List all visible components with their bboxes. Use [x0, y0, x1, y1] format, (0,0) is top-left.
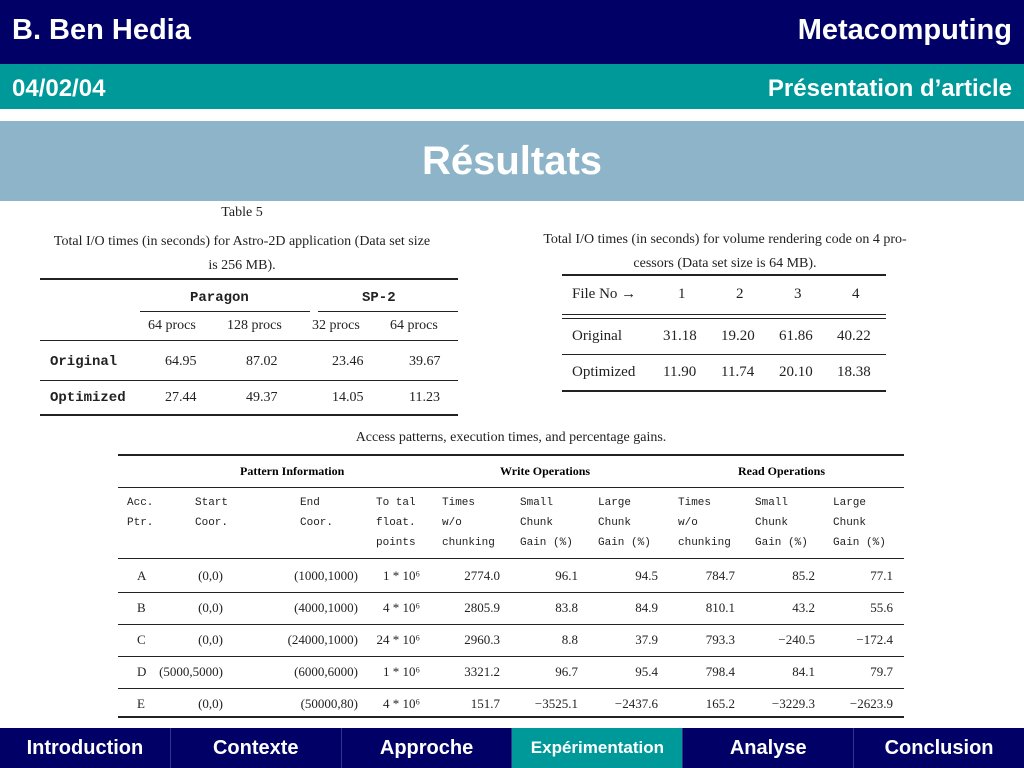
access-table-cell: 83.8: [555, 600, 578, 615]
access-table-cell: (1000,1000): [294, 568, 358, 583]
volume-table-cell: 31.18: [663, 328, 697, 344]
access-table-cell: 85.2: [792, 568, 815, 583]
volume-table-cell: 20.10: [779, 364, 813, 380]
access-table-cell: 84.9: [635, 600, 658, 615]
access-table-row-rule: [118, 624, 904, 625]
access-table-row-label: A: [137, 568, 147, 583]
access-table-cell: −2623.9: [849, 696, 893, 711]
access-table-cell: 96.1: [555, 568, 578, 583]
volume-table-header-rule: [562, 318, 886, 319]
top-header-bar: [0, 0, 1024, 64]
access-table-cell: 2805.9: [464, 600, 500, 615]
volume-table-cell: 11.90: [663, 364, 697, 380]
author-name: B. Ben Hedia: [12, 14, 191, 46]
access-table-cell: 95.4: [635, 664, 658, 679]
table5-cell: 87.02: [246, 354, 278, 369]
table5-row-label: Optimized: [50, 390, 126, 406]
access-table-row-rule: [118, 592, 904, 593]
table5-group-rule: [318, 311, 458, 312]
table5: [40, 278, 458, 416]
access-table-column-header: Small Chunk Gain (%): [520, 497, 573, 549]
access-table-cell: 4 * 10⁶: [382, 696, 420, 711]
table5-cell: 23.46: [332, 354, 364, 369]
table5-caption-line1: Total I/O times (in seconds) for Astro-2D application (Data set size: [53, 234, 431, 249]
volume-table-row-label: Original: [572, 328, 622, 344]
access-table-cell: (0,0): [198, 632, 223, 647]
volume-table-cell: 40.22: [837, 328, 871, 344]
access-table: [118, 454, 904, 718]
access-table-cell: 94.5: [635, 568, 658, 583]
access-table-cell: (5000,5000): [159, 664, 223, 679]
access-table-cell: 810.1: [705, 600, 735, 615]
access-table-row-label: D: [137, 664, 147, 679]
presentation-subtitle: Présentation d’article: [767, 75, 1012, 102]
volume-table-cell: 11.74: [721, 364, 755, 380]
access-table-cell: 55.6: [870, 600, 893, 615]
table5-caption-line2: is 256 MB).: [208, 258, 276, 273]
table5-caption: [30, 230, 454, 278]
access-table-cell: 784.7: [705, 568, 735, 583]
access-table-column-header: Start Coor.: [195, 497, 229, 529]
volume-table-header-label: File No →: [572, 286, 637, 302]
volume-table-column-header: 3: [794, 286, 802, 302]
access-table-row-rule: [118, 656, 904, 657]
access-table-cell: 4 * 10⁶: [382, 600, 420, 615]
nav-conclusion[interactable]: Conclusion: [884, 737, 994, 759]
bottom-nav: [0, 728, 1024, 768]
access-table-group-rule: [118, 487, 904, 488]
volume-table-caption-line2: cessors (Data set size is 64 MB).: [633, 256, 817, 271]
access-table-group-header: Read Operations: [738, 464, 825, 478]
access-table-cell: (24000,1000): [287, 632, 358, 647]
table5-cell: 39.67: [409, 354, 441, 369]
access-table-cell: 37.9: [635, 632, 658, 647]
access-table-column-header: Small Chunk Gain (%): [755, 497, 808, 549]
access-table-cell: 1 * 10⁶: [382, 568, 420, 583]
access-table-cell: 79.7: [870, 664, 893, 679]
nav-introduction[interactable]: Introduction: [0, 728, 171, 768]
access-table-column-header: Large Chunk Gain (%): [598, 497, 651, 549]
access-table-group-header: Write Operations: [500, 464, 591, 478]
access-table-cell: 793.3: [705, 632, 735, 647]
volume-table-column-header: 1: [678, 286, 686, 302]
table5-column-header: 128 procs: [227, 318, 282, 333]
table5-row-rule: [40, 380, 458, 381]
access-table-cell: 96.7: [555, 664, 578, 679]
volume-table-header-rule: [562, 314, 886, 315]
volume-table-caption: [510, 228, 940, 276]
access-table-cell: 2960.3: [464, 632, 500, 647]
access-table-cell: (0,0): [198, 696, 223, 711]
access-table-row-label: B: [137, 600, 146, 615]
nav-approche[interactable]: Approche: [342, 728, 513, 768]
access-table-cell: (6000,6000): [294, 664, 358, 679]
access-table-cell: 1 * 10⁶: [382, 664, 420, 679]
sub-header-bar: [0, 64, 1024, 112]
access-table-column-header: Large Chunk Gain (%): [833, 497, 886, 549]
access-table-cell: −3525.1: [534, 696, 578, 711]
volume-table: [562, 274, 886, 392]
course-title: Metacomputing: [797, 14, 1012, 46]
table5-column-header: 64 procs: [148, 318, 196, 333]
access-table-cell: 43.2: [792, 600, 815, 615]
access-table-row-rule: [118, 688, 904, 689]
access-table-row-label: C: [137, 632, 146, 647]
access-table-cell: −172.4: [856, 632, 893, 647]
access-table-column-header: Times w/o chunking: [678, 497, 731, 549]
access-table-cell: 3321.2: [464, 664, 500, 679]
table5-cell: 27.44: [165, 390, 197, 405]
table5-cell: 64.95: [165, 354, 197, 369]
access-table-cell: 8.8: [561, 632, 578, 647]
access-table-column-header: Acc. Ptr.: [127, 497, 154, 529]
access-table-cell: (0,0): [198, 568, 223, 583]
table5-cell: 49.37: [246, 390, 278, 405]
table5-row-label: Original: [50, 354, 118, 370]
nav-experimentation[interactable]: Expérimentation: [512, 728, 683, 768]
access-table-cell: 151.7: [470, 696, 500, 711]
access-table-cell: (4000,1000): [294, 600, 358, 615]
access-table-caption: Access patterns, execution times, and percentage gains.: [355, 430, 667, 445]
access-table-column-header: End Coor.: [300, 497, 334, 529]
volume-table-caption-line1: Total I/O times (in seconds) for volume rendering code on 4 pro-: [543, 232, 907, 247]
volume-table-row-rule: [562, 354, 886, 355]
access-table-row-label: E: [137, 696, 145, 711]
table5-header-rule: [40, 340, 458, 341]
access-table-header-rule: [118, 558, 904, 559]
access-table-cell: −2437.6: [614, 696, 658, 711]
access-table-cell: 165.2: [705, 696, 735, 711]
volume-table-column-header: 2: [736, 286, 744, 302]
presentation-date: 04/02/04: [12, 75, 106, 102]
table5-group-header: Paragon: [190, 290, 249, 306]
access-table-cell: (50000,80): [300, 696, 358, 711]
volume-table-cell: 61.86: [779, 328, 813, 344]
access-table-column-header: To tal float. points: [376, 497, 416, 549]
table5-cell: 11.23: [409, 390, 440, 405]
access-table-cell: 84.1: [792, 664, 815, 679]
table5-column-header: 32 procs: [312, 318, 360, 333]
table5-group-rule: [140, 311, 310, 312]
nav-contexte[interactable]: Contexte: [171, 728, 342, 768]
table5-column-header: 64 procs: [390, 318, 438, 333]
access-table-cell: 2774.0: [464, 568, 500, 583]
nav-analyse[interactable]: Analyse: [683, 728, 854, 768]
access-table-group-header: Pattern Information: [240, 464, 345, 478]
access-table-cell: 798.4: [705, 664, 735, 679]
access-table-cell: −240.5: [778, 632, 815, 647]
table5-cell: 14.05: [332, 390, 364, 405]
access-table-cell: 77.1: [870, 568, 893, 583]
slide-title: Résultats: [0, 121, 1024, 201]
table5-label: Table 5: [221, 205, 263, 220]
access-table-cell: 24 * 10⁶: [376, 632, 420, 647]
volume-table-cell: 18.38: [837, 364, 871, 380]
volume-table-row-label: Optimized: [572, 364, 636, 380]
access-table-cell: (0,0): [198, 600, 223, 615]
table5-group-header: SP-2: [362, 290, 396, 306]
volume-table-column-header: 4: [852, 286, 860, 302]
volume-table-cell: 19.20: [721, 328, 755, 344]
access-table-column-header: Times w/o chunking: [442, 497, 495, 549]
access-table-cell: −3229.3: [771, 696, 815, 711]
